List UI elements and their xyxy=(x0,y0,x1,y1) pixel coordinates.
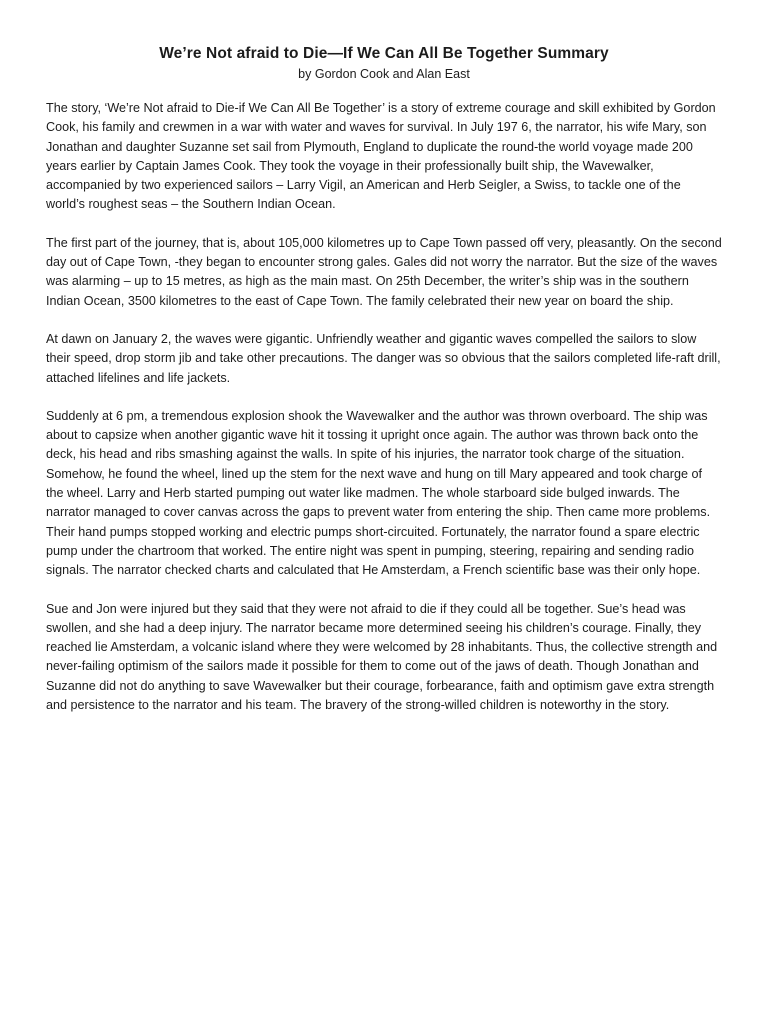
paragraph-1: The story, ‘We’re Not afraid to Die-if We Can All Be Together’ is a story of extreme courage and skill exhibited by Gordon Cook, his family and crewmen in a war with water and waves for survival. In July 197 6, the narrator, his wife Mary, son Jonathan and daughter Suzanne set sail from Plymouth, England to duplicate the round-the world voyage made 200 years earlier by Captain James Cook. They took the voyage in their professionally built ship, the Wavewalker, accompanied by two experienced sailors – Larry Vigil, an American and Herb Seigler, a Swiss, to tackle one of the world’s roughest seas – the Southern Indian Ocean. xyxy=(46,101,716,212)
paragraph-2: The first part of the journey, that is, about 105,000 kilometres up to Cape Town passed off very, pleasantly. On the second day out of Cape Town, -they began to encounter strong gales. Gales did not worry the narrator. But the size of the waves was alarming – up to 15 metres, as high as the main mast. On 25th December, the writer’s ship was in the southern Indian Ocean, 3500 kilometres to the east of Cape Town. The family celebrated their new year on board the ship. xyxy=(46,235,722,308)
document-title: We’re Not afraid to Die—If We Can All Be Together Summary xyxy=(159,45,609,62)
paragraph-4: Suddenly at 6 pm, a tremendous explosion shook the Wavewalker and the author was thrown overboard. The ship was about to capsize when another gigantic wave hit it tossing it upright once again. The author was thrown back onto the deck, his head and ribs smashing against the walls. In spite of his injuries, the narrator took charge of the situation. Somehow, he found the wheel, lined up the stem for the next wave and hung on till Mary appeared and took charge of the wheel. Larry and Herb started pumping out water like madmen. The whole starboard side bulged inwards. The narrator managed to cover canvas across the gaps to prevent water from entering the ship. Then came more problems. Their hand pumps stopped working and electric pumps short-circuited. Fortunately, the narrator found a spare electric pump under the chartroom that worked. The entire night was spent in pumping, steering, repairing and sending radio signals. The narrator checked charts and calculated that He Amsterdam, a French scientific base was their only hope. xyxy=(46,408,711,578)
document-body xyxy=(46,99,722,715)
document-byline: by Gordon Cook and Alan East xyxy=(298,67,470,81)
paragraph-3: At dawn on January 2, the waves were gigantic. Unfriendly weather and gigantic waves compelled the sailors to slow their speed, drop storm jib and take other precautions. The danger was so obvious that the sailors completed life-raft drill, attached lifelines and life jackets. xyxy=(46,331,721,385)
paragraph-5: Sue and Jon were injured but they said that they were not afraid to die if they could all be together. Sue’s head was swollen, and she had a deep injury. The narrator became more determined seeing his children’s courage. Finally, they reached lie Amsterdam, a volcanic island where they were welcomed by 28 inhabitants. Thus, the collective strength and never-failing optimism of the sailors made it possible for them to come out of the jaws of death. Though Jonathan and Suzanne did not do anything to save Wavewalker but their courage, forbearance, faith and optimism gave extra strength and persistence to the narrator and his team. The bravery of the strong-willed children is noteworthy in the story. xyxy=(46,601,718,713)
